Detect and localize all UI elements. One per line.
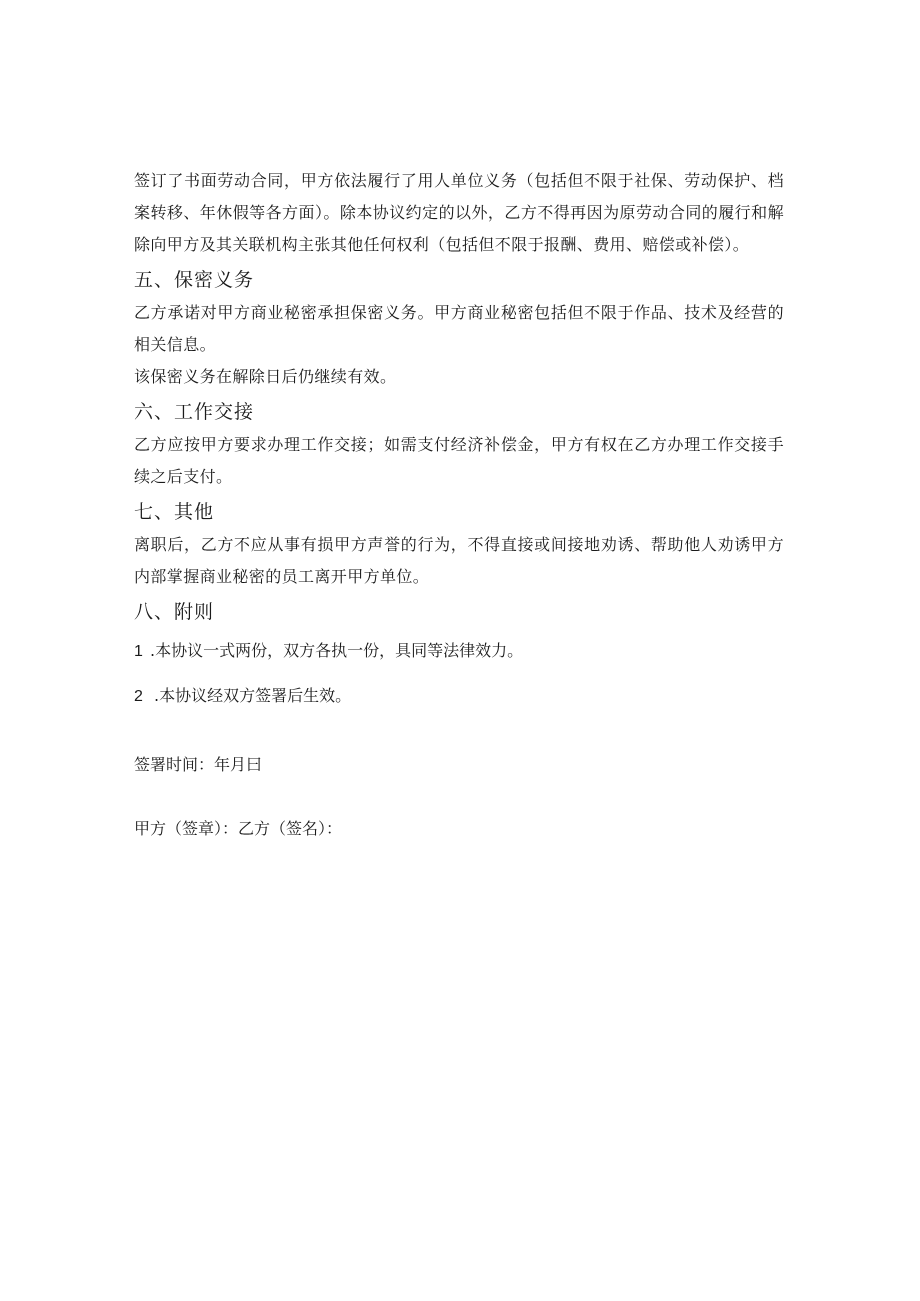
section-paragraph: 离职后，乙方不应从事有损甲方声誉的行为，不得直接或间接地劝诱、帮助他人劝诱甲方内部掌握商业秘密的员工离开甲方单位。 [134,535,784,586]
section-confidentiality [134,263,784,393]
section-paragraph: 乙方应按甲方要求办理工作交接；如需支付经济补偿金，甲方有权在乙方办理工作交接手续之后支付。 [134,435,784,486]
section-heading: 八、附则 [134,601,215,623]
section-heading: 五、保密义务 [134,269,255,291]
section-handover [134,395,784,493]
section-heading: 七、其他 [134,501,215,523]
section-paragraph: 该保密义务在解除日后仍继续有效。 [134,367,397,386]
signature-line: 甲方（签章）：乙方（签名）： [134,819,343,838]
signing-time: 签署时间：年月曰 [134,755,263,774]
section-paragraph: 乙方承诺对甲方商业秘密承担保密义务。甲方商业秘密包括但不限于作品、技术及经营的相关信息。 [134,303,784,354]
section-other [134,495,784,593]
list-item [134,637,784,666]
list-item-number: 1 [134,643,143,660]
section-heading: 六、工作交接 [134,401,255,423]
intro-paragraph: 签订了书面劳动合同，甲方依法履行了用人单位义务（包括但不限于社保、劳动保护、档案转移、年休假等各方面）。除本协议约定的以外，乙方不得再因为原劳动合同的履行和解除向甲方及其关联机构主张其他任何权利（包括但不限于报酬、费用、赔偿或补偿）。 [134,171,784,254]
list-item-text: .本协议经双方签署后生效。 [154,686,352,705]
section-supplementary [134,595,784,711]
list-item-number: 2 [134,688,143,705]
list-item [134,682,784,711]
list-item-text: .本协议一式两份，双方各执一份，具同等法律效力。 [150,641,524,660]
document-page [134,165,784,843]
